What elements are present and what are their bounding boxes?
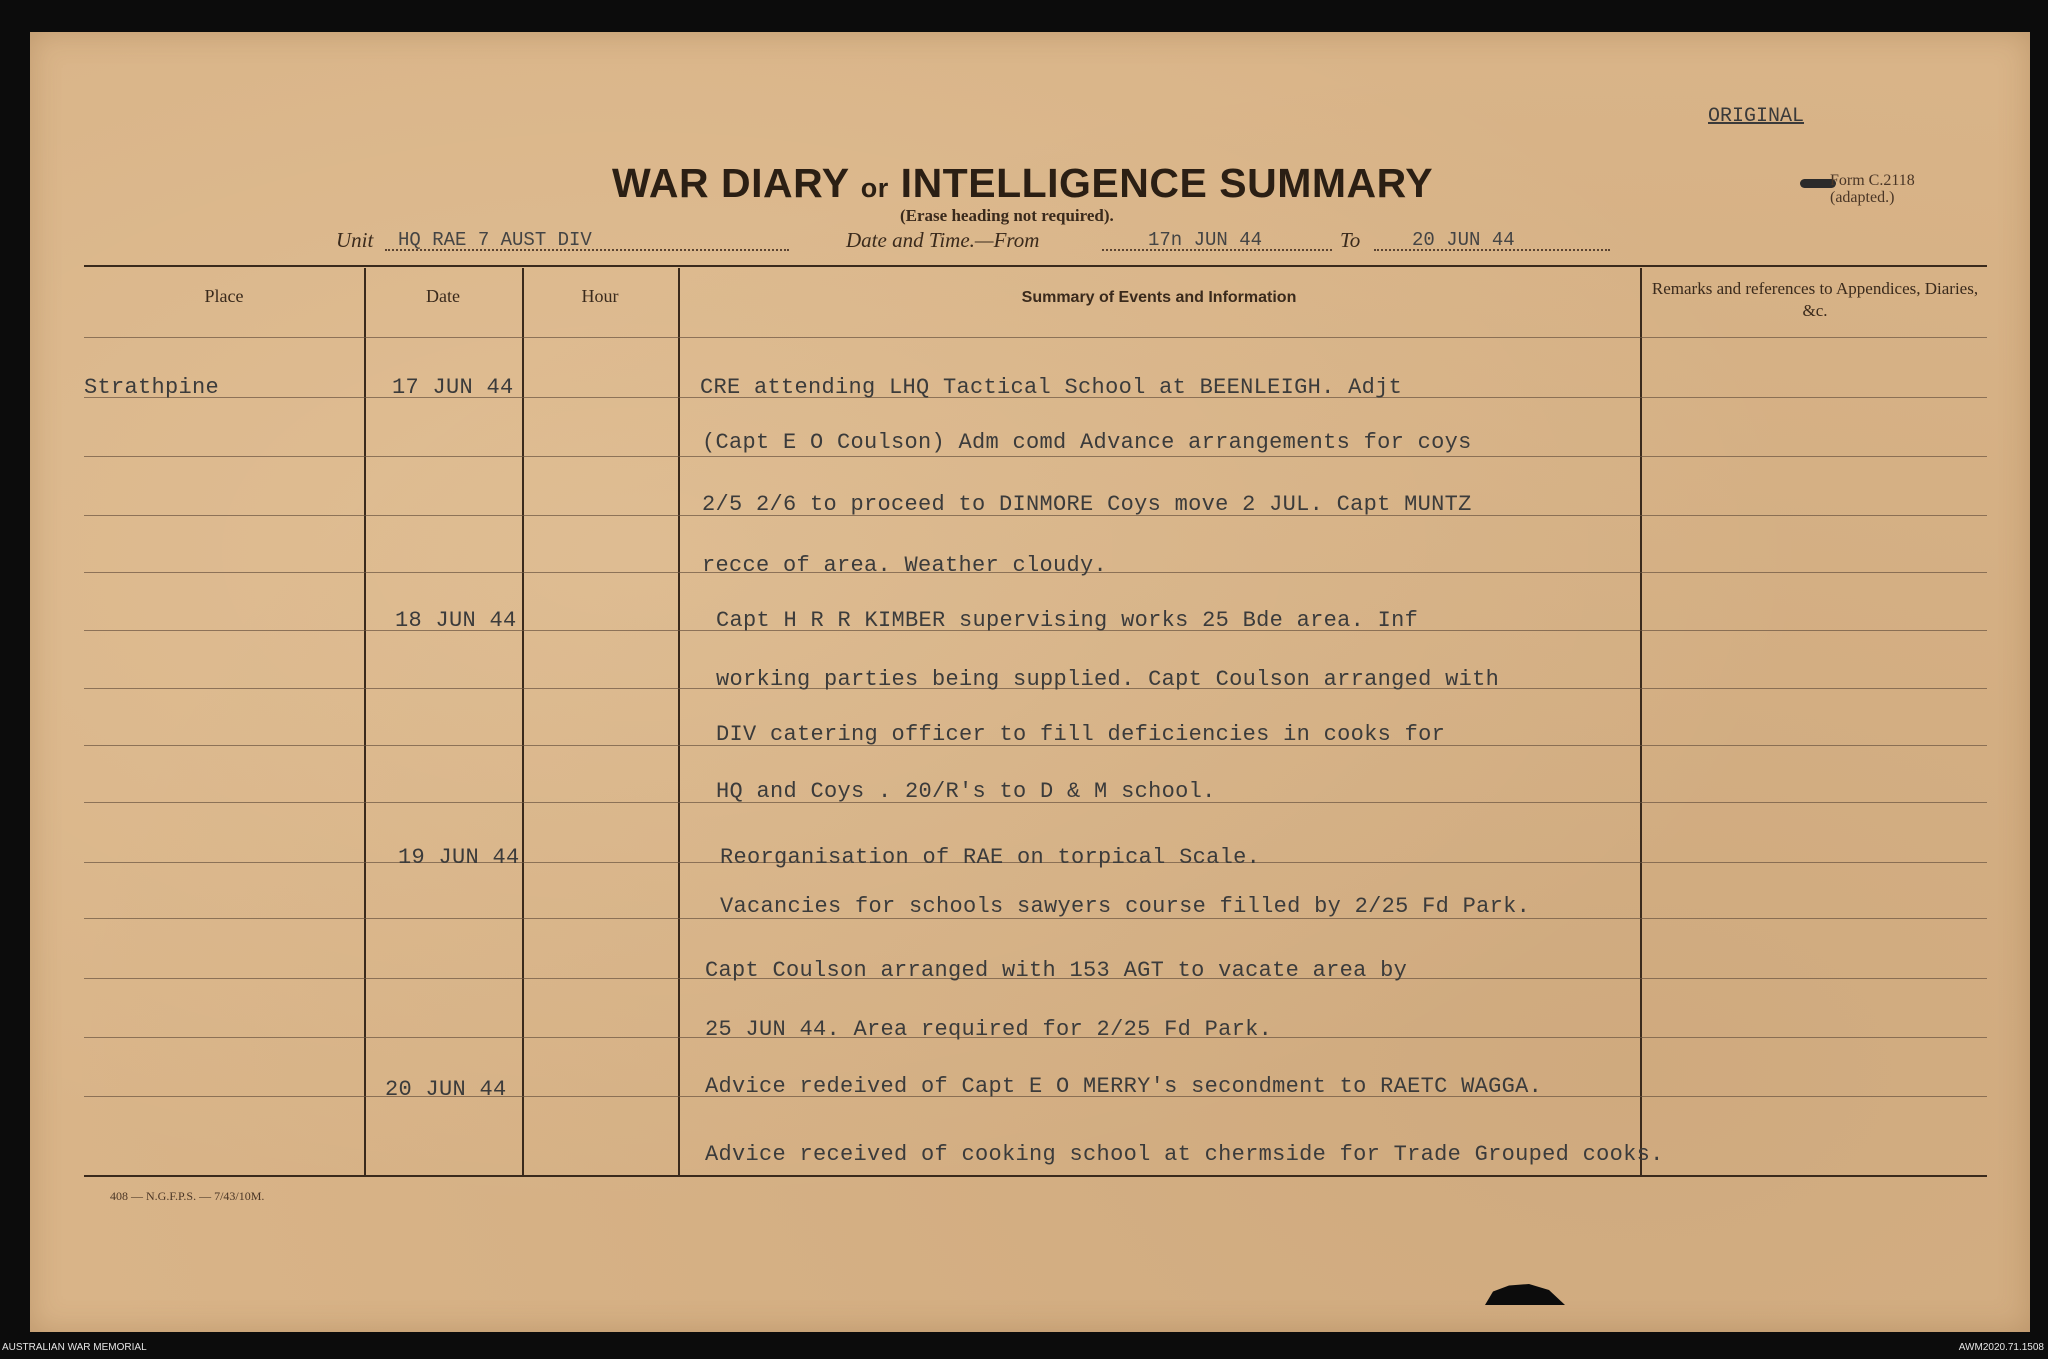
summary-line: CRE attending LHQ Tactical School at BEENLEIGH. Adjt bbox=[700, 375, 1403, 400]
unit-value: HQ RAE 7 AUST DIV bbox=[398, 229, 592, 251]
archive-caption-right: AWM2020.71.1508 bbox=[1958, 1342, 2044, 1353]
summary-line: HQ and Coys . 20/R's to D & M school. bbox=[716, 779, 1216, 804]
unit-label: Unit bbox=[336, 228, 374, 252]
form-subtitle: (Erase heading not required). bbox=[900, 206, 1114, 225]
summary-line: Advice received of cooking school at chermside for Trade Grouped cooks. bbox=[705, 1142, 1664, 1167]
form-number bbox=[1830, 172, 1915, 206]
summary-line: Capt Coulson arranged with 153 AGT to vacate area by bbox=[705, 958, 1408, 983]
date-entry: 19 JUN 44 bbox=[398, 845, 520, 870]
form-title bbox=[612, 160, 1433, 207]
col-divider-hour bbox=[678, 268, 680, 1175]
summary-line: Capt H R R KIMBER supervising works 25 Bde area. Inf bbox=[716, 608, 1419, 633]
ruled-line bbox=[84, 337, 1987, 338]
to-label: To bbox=[1340, 228, 1361, 252]
col-divider-place bbox=[364, 268, 366, 1175]
to-value: 20 JUN 44 bbox=[1412, 229, 1515, 251]
column-header-hour: Hour bbox=[581, 286, 619, 306]
date-label: Date and Time.—From bbox=[846, 228, 1040, 252]
col-divider-summary bbox=[1640, 268, 1642, 1175]
summary-line: Vacancies for schools sawyers course filled by 2/25 Fd Park. bbox=[720, 894, 1531, 919]
date-entry: 17 JUN 44 bbox=[392, 375, 514, 400]
column-header-remarks: Remarks and references to Appendices, Diaries, &c. bbox=[1651, 279, 1979, 320]
title-part1: WAR DIARY bbox=[612, 160, 849, 206]
title-or: or bbox=[860, 173, 889, 203]
summary-line: (Capt E O Coulson) Adm comd Advance arrangements for coys bbox=[702, 430, 1472, 455]
place-entry: Strathpine bbox=[84, 375, 220, 400]
column-header-summary: Summary of Events and Information bbox=[1021, 289, 1297, 306]
form-number-line1: Form C.2118 bbox=[1830, 172, 1915, 189]
date-entry: 18 JUN 44 bbox=[395, 608, 517, 633]
column-header-place: Place bbox=[204, 286, 244, 306]
summary-line: DIV catering officer to fill deficiencies in cooks for bbox=[716, 722, 1446, 747]
date-entry: 20 JUN 44 bbox=[385, 1077, 507, 1102]
ruled-line bbox=[84, 456, 1987, 457]
original-stamp: ORIGINAL bbox=[1708, 105, 1805, 128]
table-bottom-border bbox=[84, 1175, 1987, 1177]
from-value: 17n JUN 44 bbox=[1148, 229, 1263, 251]
summary-line: working parties being supplied. Capt Coulson arranged with bbox=[716, 667, 1500, 692]
summary-line: Reorganisation of RAE on torpical Scale. bbox=[720, 845, 1261, 870]
archive-caption-left: AUSTRALIAN WAR MEMORIAL bbox=[2, 1342, 147, 1353]
col-divider-date bbox=[522, 268, 524, 1175]
print-code: 408 — N.G.F.P.S. — 7/43/10M. bbox=[110, 1189, 265, 1203]
form-number-line2: (adapted.) bbox=[1830, 189, 1895, 206]
summary-line: recce of area. Weather cloudy. bbox=[702, 553, 1108, 578]
summary-line: Advice redeived of Capt E O MERRY's secondment to RAETC WAGGA. bbox=[705, 1074, 1543, 1099]
column-header-date: Date bbox=[426, 286, 460, 306]
table-top-border bbox=[84, 265, 1987, 267]
title-part2: INTELLIGENCE SUMMARY bbox=[900, 160, 1434, 206]
summary-line: 2/5 2/6 to proceed to DINMORE Coys move 2 JUL. Capt MUNTZ bbox=[702, 492, 1472, 517]
summary-line: 25 JUN 44. Area required for 2/25 Fd Park. bbox=[705, 1017, 1273, 1042]
